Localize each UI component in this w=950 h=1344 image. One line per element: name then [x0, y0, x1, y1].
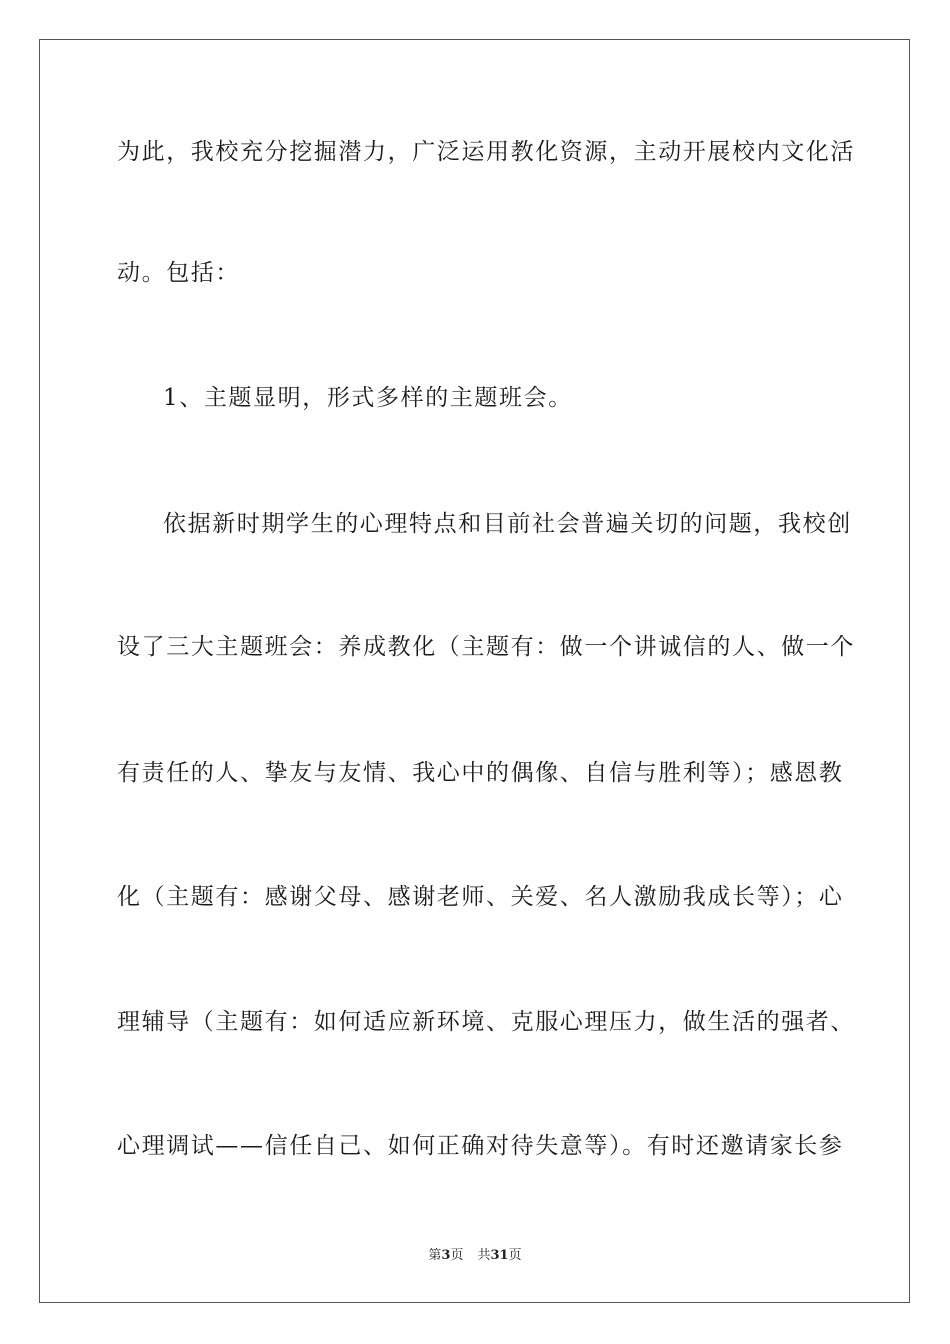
page-number: 3	[441, 1248, 451, 1263]
text-line-2: 动。包括：	[117, 260, 240, 286]
page-suffix: 页	[450, 1248, 464, 1263]
page-border	[39, 39, 910, 1303]
text-line-8: 理辅导（主题有：如何适应新环境、克服心理压力，做生活的强者、	[117, 1009, 855, 1035]
text-line-7: 化（主题有：感谢父母、感谢老师、关爱、名人激励我成长等）；心	[117, 884, 844, 910]
text-line-1: 为此，我校充分挖掘潜力，广泛运用教化资源，主动开展校内文化活	[117, 139, 855, 165]
page-footer	[0, 1244, 950, 1263]
total-pages: 31	[490, 1248, 509, 1263]
list-item-heading: 1、主题显明，形式多样的主题班会。	[163, 385, 573, 411]
text-line-9: 心理调试——信任自己、如何正确对待失意等）。有时还邀请家长参	[117, 1133, 844, 1159]
text-line-5: 设了三大主题班会：养成教化（主题有：做一个讲诚信的人、做一个	[117, 634, 855, 660]
page-prefix: 第	[428, 1248, 442, 1263]
total-prefix: 共	[477, 1248, 491, 1263]
text-line-4: 依据新时期学生的心理特点和目前社会普遍关切的问题，我校创	[163, 511, 852, 537]
text-line-6: 有责任的人、挚友与友情、我心中的偶像、自信与胜利等）；感恩教	[117, 760, 844, 786]
total-suffix: 页	[508, 1248, 522, 1263]
